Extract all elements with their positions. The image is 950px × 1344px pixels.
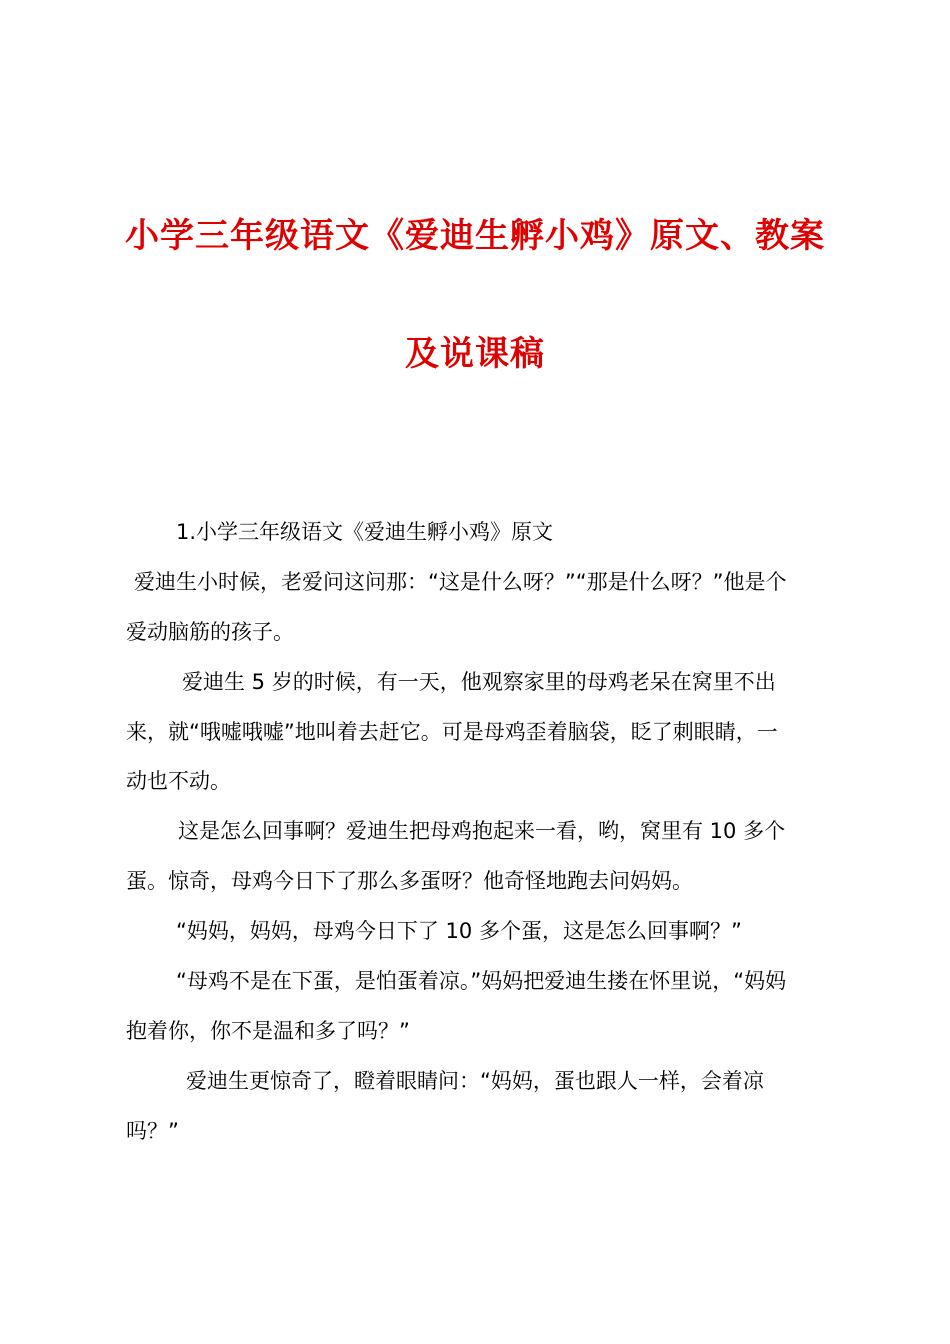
paragraph-2-line-2: 来，就“哦嘘哦嘘”地叫着去赶它。可是母鸡歪着脑袋，眨了刺眼睛，一: [126, 720, 778, 744]
paragraph-2-line-3: 动也不动。: [126, 769, 231, 793]
paragraph-5-line-2: 抱着你，你不是温和多了吗？”: [126, 1019, 410, 1043]
document-title-line-1: 小学三年级语文《爱迪生孵小鸡》原文、教案: [125, 216, 825, 256]
paragraph-4-line-1: “妈妈，妈妈，母鸡今日下了 10 多个蛋，这是怎么回事啊？”: [176, 919, 742, 943]
paragraph-1-line-2: 爱动脑筋的孩子。: [126, 620, 294, 644]
section-heading: 1.小学三年级语文《爱迪生孵小鸡》原文: [176, 520, 554, 544]
paragraph-3-line-2: 蛋。惊奇，母鸡今日下了那么多蛋呀？他奇怪地跑去问妈妈。: [126, 869, 693, 893]
paragraph-3-line-1: 这是怎么回事啊？爱迪生把母鸡抱起来一看，哟，窝里有 10 多个: [178, 819, 786, 843]
paragraph-5-line-1: “母鸡不是在下蛋，是怕蛋着凉。”妈妈把爱迪生搂在怀里说，“妈妈: [176, 969, 787, 993]
paragraph-6-line-1: 爱迪生更惊奇了，瞪着眼睛问：“妈妈，蛋也跟人一样，会着凉: [186, 1069, 764, 1093]
document-title-line-2: 及说课稿: [405, 334, 545, 374]
paragraph-6-line-2: 吗？”: [126, 1119, 179, 1143]
paragraph-2-line-1: 爱迪生 5 岁的时候，有一天，他观察家里的母鸡老呆在窝里不出: [182, 670, 776, 694]
paragraph-1-line-1: 爱迪生小时候，老爱问这问那：“这是什么呀？”“那是什么呀？”他是个: [134, 570, 787, 594]
